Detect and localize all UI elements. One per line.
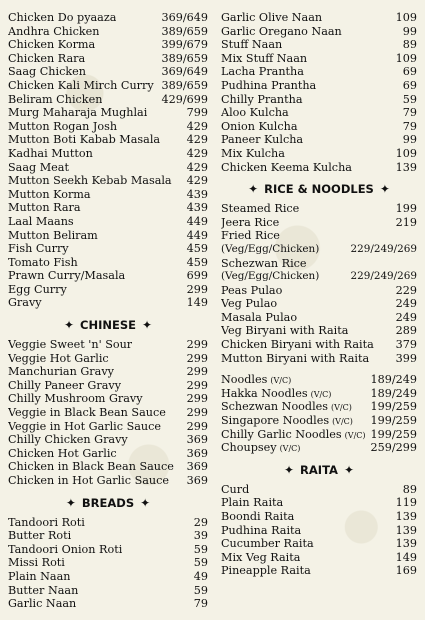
item-name: Prawn Curry/Masala [8,269,126,283]
item-price: 429 [186,119,208,133]
rice-noodles-heading: ✦ RICE & NOODLES ✦ [248,182,390,197]
item-price: 439 [186,201,208,215]
item-price: 439 [186,187,208,201]
item-name: Mix Stuff Naan [221,51,308,65]
item-name: Plain Naan [8,569,71,583]
menu-item [8,147,208,161]
menu-item [221,284,417,298]
menu-item [8,597,208,611]
item-name: Fish Curry [8,242,69,256]
item-price: 449 [186,214,208,228]
item-name: Pudhina Raita [221,523,302,537]
menu-item [221,524,417,538]
item-name: Gravy [8,296,42,310]
item-name: Tomato Fish [8,255,78,269]
menu-item [221,79,417,93]
item-price: 369/649 [161,11,208,24]
item-name: Kadhai Mutton [8,146,93,160]
item-name: Butter Naan [8,583,79,597]
item-name: Lacha Prantha [221,65,304,79]
item-price: 429 [186,133,208,147]
item-price: 389/659 [161,51,208,65]
breads-heading: ✦ BREADS ✦ [65,495,151,510]
item-name: Chilly Mushroom Gravy [8,392,143,406]
item-name: Saag Meat [8,160,69,174]
menu-item [8,516,208,530]
ornament-icon: ✦ [248,182,259,197]
noodles-list [221,373,417,455]
item-price: 69 [402,65,417,79]
menu-item [221,441,417,455]
item-price: 699 [186,269,208,283]
item-tag: (V/C) [270,376,292,386]
item-name: Chicken Do pyaaza [8,11,117,24]
menu-item [8,433,208,447]
menu-item [221,551,417,565]
menu-item [8,570,208,584]
item-name: Chicken Kali Mirch Curry [8,78,154,92]
item-tag: (V/C) [331,403,352,413]
item-name: Schezwan Noodles [221,400,329,414]
item-price: 219 [395,215,417,229]
item-name: Beliram Chicken [8,92,103,106]
menu-item [221,106,417,120]
ornament-icon: ✦ [65,495,76,510]
item-name: Veg Pulao [221,297,278,311]
raita-heading: ✦ RAITA ✦ [283,462,354,477]
menu-item [221,161,417,175]
ornament-icon: ✦ [283,462,295,477]
item-price: 149 [395,550,417,564]
menu-item [8,420,208,434]
item-price: 299 [186,282,208,296]
menu-item [8,242,208,256]
menu-item [221,65,417,79]
menu-item [221,496,417,510]
menu-item [221,52,417,66]
item-name: Butter Roti [8,529,72,543]
item-name: Choupsey [221,441,277,455]
item-price: 369 [186,433,208,447]
item-name: Mutton Boti Kabab Masala [8,133,161,147]
item-name: Veggie Sweet 'n' Sour [8,338,133,352]
item-price: 459 [186,242,208,256]
menu-item [221,428,417,442]
item-price: 139 [395,523,417,537]
item-price: 119 [395,496,417,510]
left-column [8,11,208,611]
menu-item [8,392,208,406]
menu-item [8,379,208,393]
item-price: 139 [395,537,417,551]
menu-item [221,387,417,401]
item-name: Chicken Korma [8,38,96,52]
item-price: 29 [193,515,208,529]
menu-item [8,338,208,352]
item-name: Saag Chicken [8,65,86,79]
item-price: 59 [402,92,417,106]
menu-item [221,25,417,39]
menu-item [221,93,417,107]
item-price: 199 [395,202,417,216]
item-name: Tandoori Roti [8,515,85,529]
item-tag: (V/C) [279,444,301,454]
item-name: Garlic Oregano Naan [221,24,342,38]
menu-item [8,174,208,188]
menu-item [8,474,208,488]
item-price: 229 [395,283,417,297]
item-price: 399/679 [161,38,208,52]
item-price: 299 [186,406,208,420]
ornament-icon: ✦ [343,462,354,477]
item-price: 39 [193,529,208,543]
item-name: Cucumber Raita [221,537,314,551]
menu-item [8,447,208,461]
menu-item [221,11,417,25]
item-name: Chicken in Hot Garlic Sauce [8,474,170,487]
item-name: Garlic Olive Naan [221,11,323,24]
item-price: 429 [186,174,208,188]
menu-item [8,365,208,379]
menu-item [8,38,208,52]
item-name: Masala Pulao [221,310,298,324]
menu-item [221,537,417,551]
menu-item [8,406,208,420]
item-price: 389/659 [161,24,208,38]
item-price: 59 [193,583,208,597]
item-name: Chilly Garlic Noodles [221,427,342,441]
ornament-icon: ✦ [63,318,75,333]
item-name: Veggie Hot Garlic [8,351,109,365]
item-price: 109 [395,11,417,24]
item-price: 249 [395,310,417,324]
item-name: Pineapple Raita [221,564,311,578]
menu-item [221,202,417,216]
item-name: Mutton Beliram [8,228,98,242]
item-price: 429 [186,146,208,160]
ornament-icon: ✦ [379,182,390,197]
menu-item [221,483,417,497]
item-name: Mutton Korma [8,187,91,201]
menu-item [221,120,417,134]
item-name: Steamed Rice [221,202,300,216]
menu-item [221,373,417,387]
item-price: 199/259 [370,427,417,441]
item-name: Laal Maans [8,214,74,228]
menu-item [8,543,208,557]
item-name: Stuff Naan [221,38,283,52]
menu-item [221,270,417,284]
menu-item [8,79,208,93]
item-price: 49 [193,569,208,583]
item-name: Veg Biryani with Raita [221,324,349,338]
ornament-icon: ✦ [141,318,153,333]
menu-item [8,556,208,570]
item-price: 259/299 [370,441,417,455]
item-name: Chilly Paneer Gravy [8,378,122,392]
item-tag: (V/C) [344,430,366,440]
item-name: Curd [221,482,250,496]
item-name: Veggie in Hot Garlic Sauce [8,419,161,433]
item-name: (Veg/Egg/Chicken) [221,242,320,255]
item-name: Boondi Raita [221,510,295,523]
item-price: 369 [186,460,208,474]
menu-item [8,256,208,270]
item-price: 449 [186,228,208,242]
menu-item [221,243,417,257]
item-price: 109 [395,51,417,65]
item-price: 299 [186,419,208,433]
right-column [221,11,417,578]
item-price: 229/249/269 [350,270,417,283]
item-name: Mutton Rara [8,201,81,215]
menu-item [221,257,417,271]
item-price: 429 [186,160,208,174]
item-name: Paneer Kulcha [221,133,304,147]
item-price: 299 [186,351,208,365]
item-price: 459 [186,255,208,269]
item-name: Mix Veg Raita [221,550,301,564]
item-price: 299 [186,338,208,352]
item-price: 389/659 [161,78,208,92]
item-price: 289 [395,324,417,338]
item-name: Chicken Biryani with Raita [221,338,374,352]
menu-item [221,311,417,325]
item-tag: (V/C) [310,389,332,399]
item-name: Jeera Rice [221,215,280,229]
item-price: 99 [402,24,417,38]
item-name: Noodles [221,373,268,387]
item-price: 79 [193,597,208,611]
menu-item [8,188,208,202]
menu-item [8,460,208,474]
item-name: Chilly Prantha [221,92,303,106]
item-price: 369 [186,446,208,460]
item-name: Mutton Seekh Kebab Masala [8,174,172,188]
menu-item [221,352,417,366]
item-price: 299 [186,365,208,379]
menu-item [8,529,208,543]
item-price: 139 [395,510,417,523]
menu-item [8,269,208,283]
menu-item [221,400,417,414]
item-price: 369 [186,474,208,487]
menu-item [8,133,208,147]
menu-item [221,297,417,311]
menu-item [8,215,208,229]
menu-item [221,324,417,338]
item-price: 199/259 [370,414,417,428]
item-price: 139 [395,160,417,174]
breads-list [8,516,208,611]
menu-item [8,106,208,120]
item-price: 79 [402,119,417,133]
item-name: Tandoori Onion Roti [8,542,123,556]
item-price: 149 [186,296,208,310]
item-name: Chicken in Black Bean Sauce [8,460,174,474]
menu-item [8,296,208,310]
item-price: 99 [402,133,417,147]
item-name: Murg Maharaja Mughlai [8,106,148,120]
rice-list [221,202,417,365]
item-name: Singapore Noodles [221,414,330,428]
menu-item [8,11,208,25]
item-name: Mutton Biryani with Raita [221,351,370,365]
item-price: 229/249/269 [350,242,417,255]
item-price: 169 [395,564,417,578]
menu-item [8,52,208,66]
item-name: Peas Pulao [221,283,283,297]
menu-item [221,510,417,524]
naan-kulcha-list [221,11,417,174]
menu-item [8,229,208,243]
item-price: 189/249 [370,373,417,387]
item-price: 89 [402,482,417,496]
item-price: 399 [395,351,417,365]
item-price: 299 [186,378,208,392]
item-name: Onion Kulcha [221,119,298,133]
raita-list [221,483,417,578]
menu-item [8,120,208,134]
menu-item [8,161,208,175]
chinese-list [8,338,208,488]
item-price: 429/699 [161,92,208,106]
menu-item [8,352,208,366]
item-price: 199/259 [370,400,417,414]
item-name: (Veg/Egg/Chicken) [221,270,320,283]
item-name: Schezwan Rice [221,256,307,270]
item-price: 79 [402,106,417,120]
item-price: 369/649 [161,65,208,79]
item-name: Fried Rice [221,229,280,243]
item-name: Egg Curry [8,282,67,296]
item-price: 59 [193,542,208,556]
item-name: Chilly Chicken Gravy [8,433,128,447]
item-tag: (V/C) [332,417,353,427]
item-name: Chicken Hot Garlic [8,446,117,460]
menu-item [8,283,208,297]
item-name: Aloo Kulcha [221,106,289,120]
menu-item [8,584,208,598]
menu-item [221,147,417,161]
item-name: Missi Roti [8,556,65,570]
menu-item [221,133,417,147]
menu-item [221,338,417,352]
menu-item [221,229,417,243]
menu-item [8,201,208,215]
ornament-icon: ✦ [140,495,151,510]
item-price: 379 [395,338,417,352]
item-name: Pudhina Prantha [221,78,317,92]
item-name: Mix Kulcha [221,146,285,160]
item-price: 249 [395,297,417,311]
item-price: 59 [193,556,208,570]
item-price: 69 [402,78,417,92]
item-name: Andhra Chicken [8,24,100,38]
item-name: Plain Raita [221,496,284,510]
item-name: Chicken Rara [8,51,86,65]
item-name: Mutton Rogan Josh [8,119,118,133]
item-name: Hakka Noodles [221,386,308,400]
item-price: 799 [186,106,208,120]
menu-item [8,65,208,79]
item-name: Chicken Keema Kulcha [221,160,352,174]
item-price: 109 [395,146,417,160]
item-name: Manchurian Gravy [8,365,114,379]
item-price: 89 [402,38,417,52]
item-price: 299 [186,392,208,406]
chinese-heading: ✦ CHINESE ✦ [63,318,153,333]
menu-item [221,564,417,578]
item-price: 189/249 [370,386,417,400]
menu-item [221,414,417,428]
item-name: Veggie in Black Bean Sauce [8,406,166,420]
menu-item [221,216,417,230]
curries-list [8,11,208,310]
menu-item [8,93,208,107]
menu-item [8,25,208,39]
menu-item [221,38,417,52]
item-name: Garlic Naan [8,597,77,611]
